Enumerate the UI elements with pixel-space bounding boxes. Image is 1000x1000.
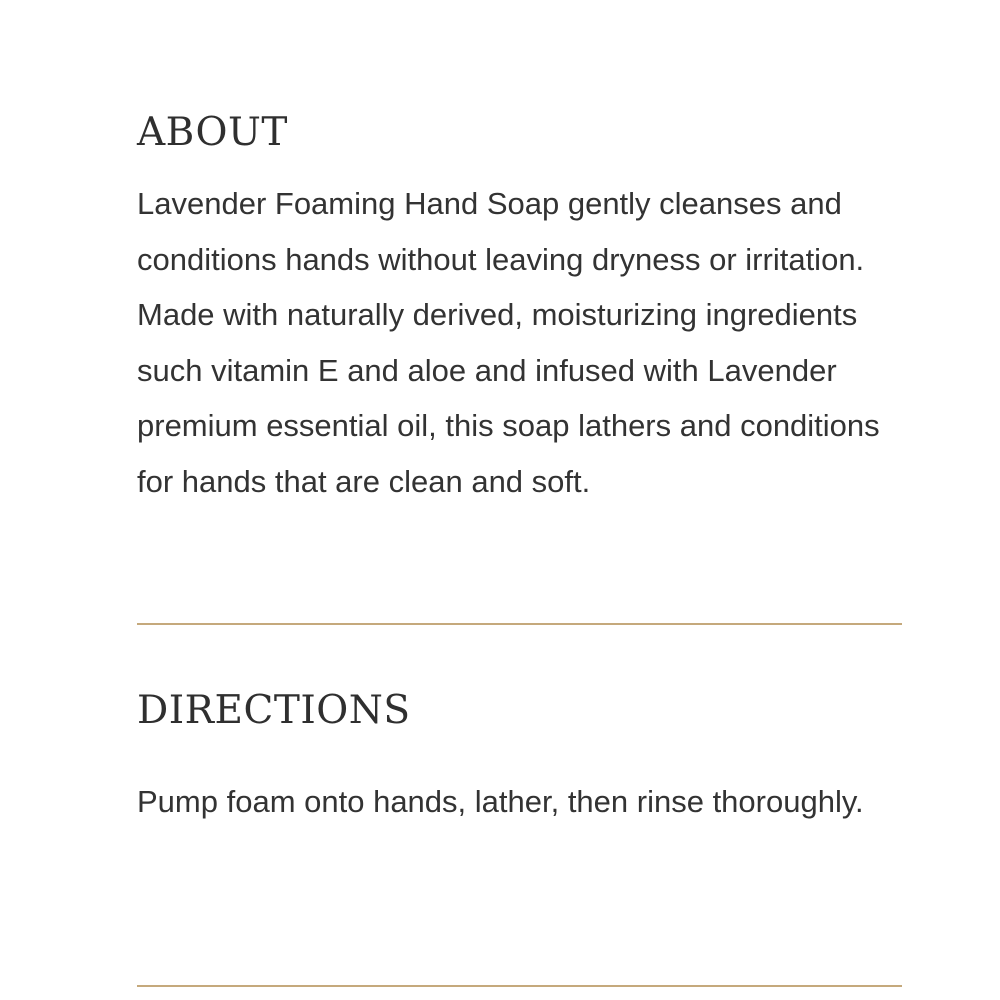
about-description: Lavender Foaming Hand Soap gently cleanses and conditions hands without leaving dryness or irritation. Made with naturally derived, moisturizing ingredients such vitamin E and aloe and infused with Lavender premium essential oil, this soap lathers and conditions for hands that are clean and soft. [137,186,880,499]
directions-description: Pump foam onto hands, lather, then rinse thoroughly. [137,784,864,819]
directions-heading: DIRECTIONS [137,688,411,733]
about-heading: ABOUT [137,110,288,155]
section-divider [137,623,902,625]
section-divider [137,985,902,987]
